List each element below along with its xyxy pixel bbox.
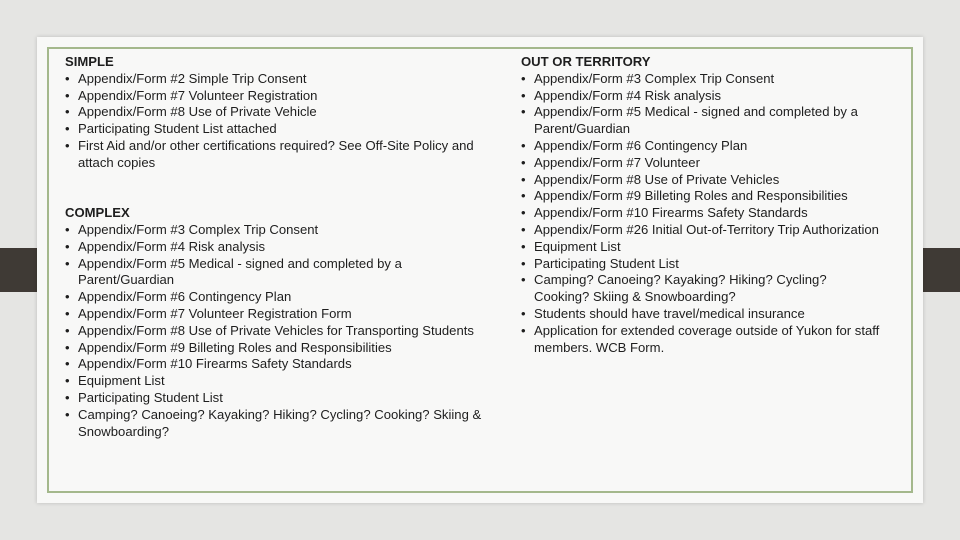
out-or-territory-heading: OUT OR TERRITORY xyxy=(521,54,651,69)
out-or-territory-list-item: • Appendix/Form #9 Billeting Roles and Responsibilities xyxy=(521,188,883,205)
out-or-territory-list-item: • Appendix/Form #4 Risk analysis xyxy=(521,88,883,105)
complex-list-item: • Appendix/Form #10 Firearms Safety Standards xyxy=(65,356,485,373)
complex-list-item: • Appendix/Form #8 Use of Private Vehicles for Transporting Students xyxy=(65,323,485,340)
complex-list-item: • Appendix/Form #3 Complex Trip Consent xyxy=(65,222,485,239)
out-or-territory-list xyxy=(521,71,883,357)
complex-list-item: • Appendix/Form #5 Medical - signed and completed by a Parent/Guardian xyxy=(65,256,485,290)
simple-list-item: • Participating Student List attached xyxy=(65,121,485,138)
simple-list-item: • Appendix/Form #8 Use of Private Vehicle xyxy=(65,104,485,121)
out-or-territory-list-item: • Appendix/Form #10 Firearms Safety Standards xyxy=(521,205,883,222)
complex-list-item: • Appendix/Form #6 Contingency Plan xyxy=(65,289,485,306)
complex-list-item: • Participating Student List xyxy=(65,390,485,407)
out-or-territory-list-item: • Application for extended coverage outside of Yukon for staff members. WCB Form. xyxy=(521,323,883,357)
out-or-territory-list-item: • Appendix/Form #3 Complex Trip Consent xyxy=(521,71,883,88)
left-column xyxy=(65,54,485,440)
slide xyxy=(37,37,923,503)
right-column xyxy=(521,54,883,356)
simple-list-item: • First Aid and/or other certifications required? See Off-Site Policy and attach copies xyxy=(65,138,485,172)
complex-list-item: • Equipment List xyxy=(65,373,485,390)
out-or-territory-list-item: • Equipment List xyxy=(521,239,883,256)
complex-list-item: • Camping? Canoeing? Kayaking? Hiking? Cycling? Cooking? Skiing & Snowboarding? xyxy=(65,407,485,441)
simple-heading: SIMPLE xyxy=(65,54,114,69)
simple-list-item: • Appendix/Form #7 Volunteer Registration xyxy=(65,88,485,105)
simple-list-item: • Appendix/Form #2 Simple Trip Consent xyxy=(65,71,485,88)
complex-list-item: • Appendix/Form #9 Billeting Roles and Responsibilities xyxy=(65,340,485,357)
complex-list xyxy=(65,222,485,440)
out-or-territory-list-item: • Participating Student List xyxy=(521,256,883,273)
complex-heading: COMPLEX xyxy=(65,205,130,221)
out-or-territory-list-item: • Camping? Canoeing? Kayaking? Hiking? Cycling? Cooking? Skiing & Snowboarding? xyxy=(521,272,883,306)
out-or-territory-list-item: • Appendix/Form #26 Initial Out-of-Territory Trip Authorization xyxy=(521,222,883,239)
complex-list-item: • Appendix/Form #7 Volunteer Registration Form xyxy=(65,306,485,323)
out-or-territory-list-item: • Appendix/Form #6 Contingency Plan xyxy=(521,138,883,155)
simple-list xyxy=(65,71,485,172)
out-or-territory-list-item: • Students should have travel/medical insurance xyxy=(521,306,883,323)
out-or-territory-list-item: • Appendix/Form #8 Use of Private Vehicles xyxy=(521,172,883,189)
complex-list-item: • Appendix/Form #4 Risk analysis xyxy=(65,239,485,256)
out-or-territory-list-item: • Appendix/Form #5 Medical - signed and completed by a Parent/Guardian xyxy=(521,104,883,138)
out-or-territory-list-item: • Appendix/Form #7 Volunteer xyxy=(521,155,883,172)
